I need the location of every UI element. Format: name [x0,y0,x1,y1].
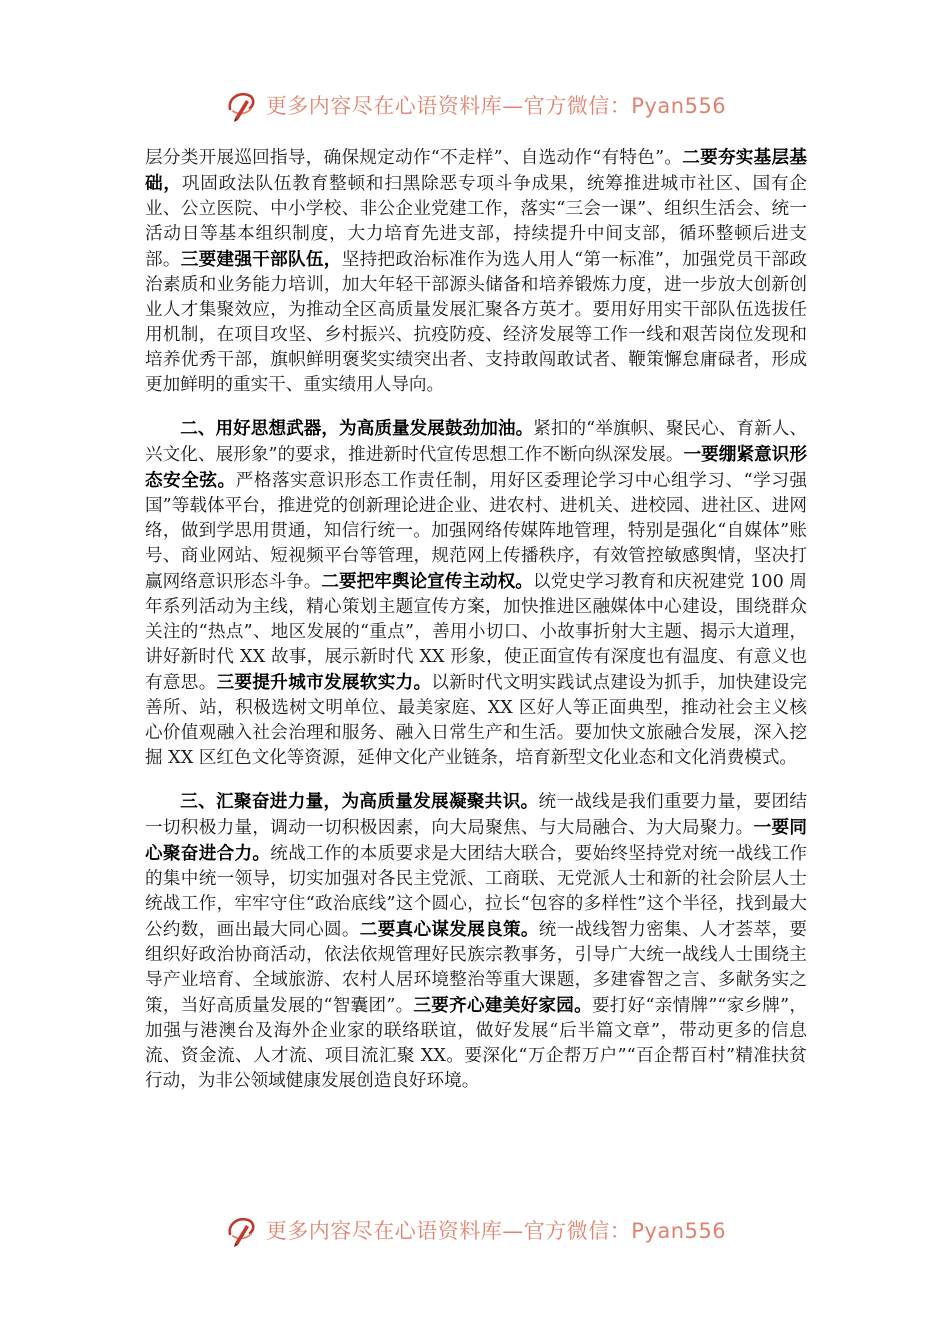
text-segment: 巩固政法队伍教育整顿和扫黑除恶专项斗争成果，统筹推进城市社区、国有企业、公立医院、中小学校、非公企业党建工作，落实“三会一课”、组织生活会、统一活动日等基本组织制度，大力培育先进支部，持续提升中间支部，循环整顿后进支部。 [145,174,807,270]
banner-text: 更多内容尽在心语资料库—官方微信：Pyan556 [265,94,727,118]
section-heading: 三、汇聚奋进力量，为高质量发展凝聚共识。 [180,791,539,812]
bold-heading: 二要夯实基层基础， [145,147,807,194]
text-segment: 层分类开展巡回指导，确保规定动作“不走样”、自选动作“有特色”。 [145,148,683,168]
text-segment: 统一战线是我们重要力量，要团结一切积极力量，调动一切积极因素，向大局聚焦、与大局融合、为大局聚力。 [145,792,807,838]
pen-swirl-logo-icon [224,1212,260,1248]
text-segment: 以党史学习教育和庆祝建党 100 周年系列活动为主线，精心策划主题宣传方案，加快推进区融媒体中心建设，围绕群众关注的“热点”、地区发展的“重点”，善用小切口、小故事折射大主题、揭示大道理，讲好新时代 XX 故事，展示新时代 XX 形象，使正面宣传有深度也有温度、有意义也有意思。 [145,572,807,693]
banner-text: 更多内容尽在心语资料库—官方微信：Pyan556 [265,1219,727,1243]
text-segment: 要打好“亲情牌”“家乡牌”，加强与港澳台及海外企业家的联络联谊，做好发展“后半篇文章”，带动更多的信息流、资金流、人才流、项目流汇聚 XX。要深化“万企帮万户”“百企帮百村”精准扶贫行动，为非公领域健康发展创造良好环境。 [145,996,807,1091]
header-banner [0,85,950,125]
text-segment: 统战工作的本质要求是大团结大联合，要始终坚持党对统一战线工作的集中统一领导，切实加强对各民主党派、工商联、无党派人士和新的社会阶层人士统战工作，牢牢守住“政治底线”这个圆心，拉长“包容的多样性”这个半径，找到最大公约数，画出最大同心圆。 [145,844,807,940]
text-segment: 统一战线智力密集、人才荟萃，要组织好政治协商活动，依法依规管理好民族宗教事务，引导广大统一战线人士围绕主导产业培育、全域旅游、农村人居环境整治等重大课题，多建睿智之言、多献务实之策，当好高质量发展的“智囊团”。 [145,920,807,1016]
paragraph-1 [145,145,807,398]
text-segment: 紧扣的“举旗帜、聚民心、育新人、兴文化、展形象”的要求，推进新时代宣传思想工作不断向纵深发展。 [145,419,807,465]
bold-heading: 一要同心聚奋进合力。 [145,817,807,864]
bold-heading: 一要绷紧意识形态安全弦。 [145,444,807,491]
bold-heading: 三要提升城市发展软实力。 [216,672,432,693]
bold-heading: 二要把牢舆论宣传主动权。 [321,571,533,592]
paragraph-2 [145,416,807,771]
text-segment: 以新时代文明实践试点建设为抓手，加快建设完善所、站，积极选树文明单位、最美家庭、XX 区好人等正面典型，推动社会主义核心价值观融入社会治理和服务、融入日常生产和生活。要加快文旅融合发展，深入挖掘 XX 区红色文化等资源，延伸文化产业链条，培育新型文化业态和文化消费模式。 [145,673,807,768]
document-body [145,145,807,1094]
section-heading: 二、用好思想武器，为高质量发展鼓劲加油。 [180,418,534,439]
pen-swirl-logo-icon [224,87,260,123]
bold-heading: 二要真心谋发展良策。 [359,919,539,940]
text-segment: 坚持把政治标准作为选人用人“第一标准”，加强党员干部政治素质和业务能力培训，加大年轻干部源头储备和培养锻炼力度，进一步放大创新创业人才集聚效应，为推动全区高质量发展汇聚各方英才。要用好用实干部队伍选拔任用机制，在项目攻坚、乡村振兴、抗疫防疫、经济发展等工作一线和艰苦岗位发现和培养优秀干部，旗帜鲜明褒奖实绩突出者、支持敢闯敢试者、鞭策懈怠庸碌者，形成更加鲜明的重实干、重实绩用人导向。 [145,250,807,395]
bold-heading: 三要齐心建美好家园。 [413,995,592,1016]
footer-banner [0,1210,950,1250]
bold-heading: 三要建强干部队伍， [180,249,342,270]
text-segment: 严格落实意识形态工作责任制，用好区委理论学习中心组学习、“学习强国”等载体平台，推进党的创新理论进企业、进农村、进机关、进校园、进社区、进网络，做到学思用贯通，知信行统一。加强网络传媒阵地管理，特别是强化“自媒体”账号、商业网站、短视频平台等管理，规范网上传播秩序，有效管控敏感舆情，坚决打赢网络意识形态斗争。 [145,471,807,592]
paragraph-3 [145,789,807,1094]
